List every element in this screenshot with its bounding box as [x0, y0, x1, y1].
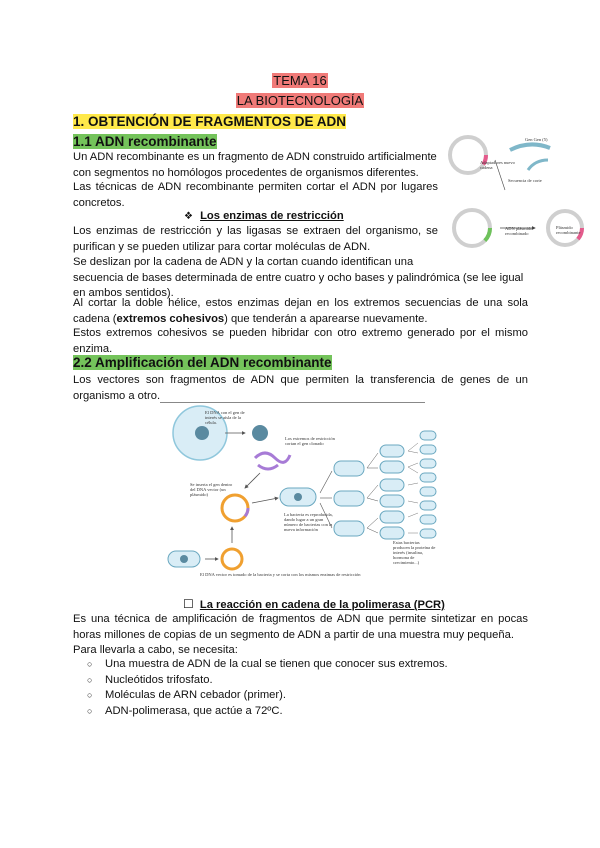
- paragraph-adn-recombinante: Un ADN recombinante es un fragmento de ADN construido artificialmente con segmentos no homólogos procedentes de organismos diferentes.: [73, 151, 437, 179]
- gene-fragment-1: [255, 453, 290, 462]
- fig1-label-c: Secuencia de corte: [508, 178, 542, 183]
- plasmid-diagram: [440, 130, 590, 260]
- fig1-label-a: Gen Gen (5): [525, 137, 548, 142]
- fig1-label-d: ADN plásmido recombinado: [505, 226, 533, 236]
- donor-nucleus: [195, 426, 209, 440]
- gene-fragment-2: [258, 465, 278, 469]
- fig2-cap-6: El DNA vector es tomado de la bacteria y se corta con los mismos enzimas de restricción: [200, 572, 361, 577]
- branches-level-3: [408, 443, 418, 533]
- fig2-cap-5: Estas bacterias producen la proteína de interés (insulina, hormona de crecimiento...): [393, 540, 436, 565]
- arrow-insert: [245, 473, 260, 488]
- paragraph-cortar-helice: Al cortar la doble hélice, estos enzimas dejan en los extremos secuencias de una sola cadena (extremos cohesivos) que tenderán a aparearse nuevamente.: [73, 297, 528, 325]
- paragraph-pcr: Es una técnica de amplificación de fragmentos de ADN que permite sintetizar en pocas horas millones de copias de un segmento de ADN a partir de una muestra muy pequeña. Para llevarla a cabo, se necesita:: [73, 613, 528, 656]
- section-1-heading: 1. OBTENCIÓN DE FRAGMENTOS DE ADN: [73, 114, 347, 129]
- pcr-requirements-list: [73, 657, 528, 719]
- fig2-cap-2: Los extremos de restricción cortan el gen clonado: [285, 436, 335, 446]
- extracted-plasmid: [222, 549, 242, 569]
- vector-plasmid: [222, 495, 248, 521]
- paragraph-enzimas-extraen: Los enzimas de restricción y las ligasas se extraen del organismo, se purifican y se pueden utilizar para cortar moléculas de ADN.: [73, 225, 438, 253]
- bacterium-2: [334, 461, 364, 476]
- list-item: ○ Una muestra de ADN de la cual se tienen que conocer sus extremos.: [73, 657, 528, 673]
- extremos-cohesivos-term: extremos cohesivos: [116, 312, 225, 325]
- list-item: ○ Nucleótidos trifosfato.: [73, 673, 528, 689]
- list-item: ○ Moléculas de ARN cebador (primer).: [73, 688, 528, 704]
- paragraph-tecnicas: Las técnicas de ADN recombinante permiten cortar el ADN por lugares concretos.: [73, 181, 438, 209]
- section-1-1-heading: 1.1 ADN recombinante: [73, 134, 217, 149]
- fig2-cap-4: La bacteria es reproducida, dando lugar a un gran número de bacterias con la nueva información: [284, 512, 333, 532]
- page-subject: [0, 93, 600, 108]
- subheading-enzimas: ❖ Los enzimas de restricción: [184, 210, 344, 222]
- tema-label: TEMA 16: [273, 73, 327, 88]
- fig1-label-b: Adaptadores nuevo cadena: [480, 160, 515, 170]
- page-tema: [0, 73, 600, 88]
- paragraph-hibridar: Estos extremos cohesivos se pueden hibridar con otro extremo generado por el mismo enzima.: [73, 327, 528, 355]
- list-item: ○ ADN-polimerasa, que actúe a 72ºC.: [73, 704, 528, 720]
- fig1-label-e: Plásmido recombinante: [556, 225, 581, 235]
- diamond-bullet-icon: ❖: [184, 211, 193, 222]
- checkbox-icon: ☐: [183, 597, 194, 611]
- section-2-2-heading: 2.2 Amplificación del ADN recombinante: [73, 355, 332, 370]
- pcr-heading: La reacción en cadena de la polimerasa (PCR): [199, 599, 445, 611]
- bacterium-4: [334, 521, 364, 536]
- subject-label: LA BIOTECNOLOGÍA: [236, 93, 364, 108]
- arrow-transform: [252, 498, 278, 503]
- paragraph-deslizan: Se deslizan por la cadena de ADN y la cortan cuando identifican una secuencia de bases determinada de entre cuatro y ocho bases y palindrómica (se lee igual en ambos sentidos).: [73, 256, 524, 299]
- adn-fragment-1: [510, 144, 550, 150]
- isolated-dna: [252, 425, 268, 441]
- fig2-cap-1: El DNA con el gen de interés se aísla de la célula.: [205, 410, 245, 425]
- adn-fragment-2: [528, 160, 548, 170]
- bacterium-3: [334, 491, 364, 506]
- fig2-cap-3: Se inserta el gen dentro del DNA vector (un plásmido): [190, 482, 233, 497]
- branch-1: [320, 471, 332, 493]
- paragraph-vectores: Los vectores son fragmentos de ADN que permiten la transferencia de genes de un organismo a otro.: [73, 374, 528, 402]
- plasmid-circle-2: [454, 210, 490, 246]
- branches-level-2: [367, 453, 378, 533]
